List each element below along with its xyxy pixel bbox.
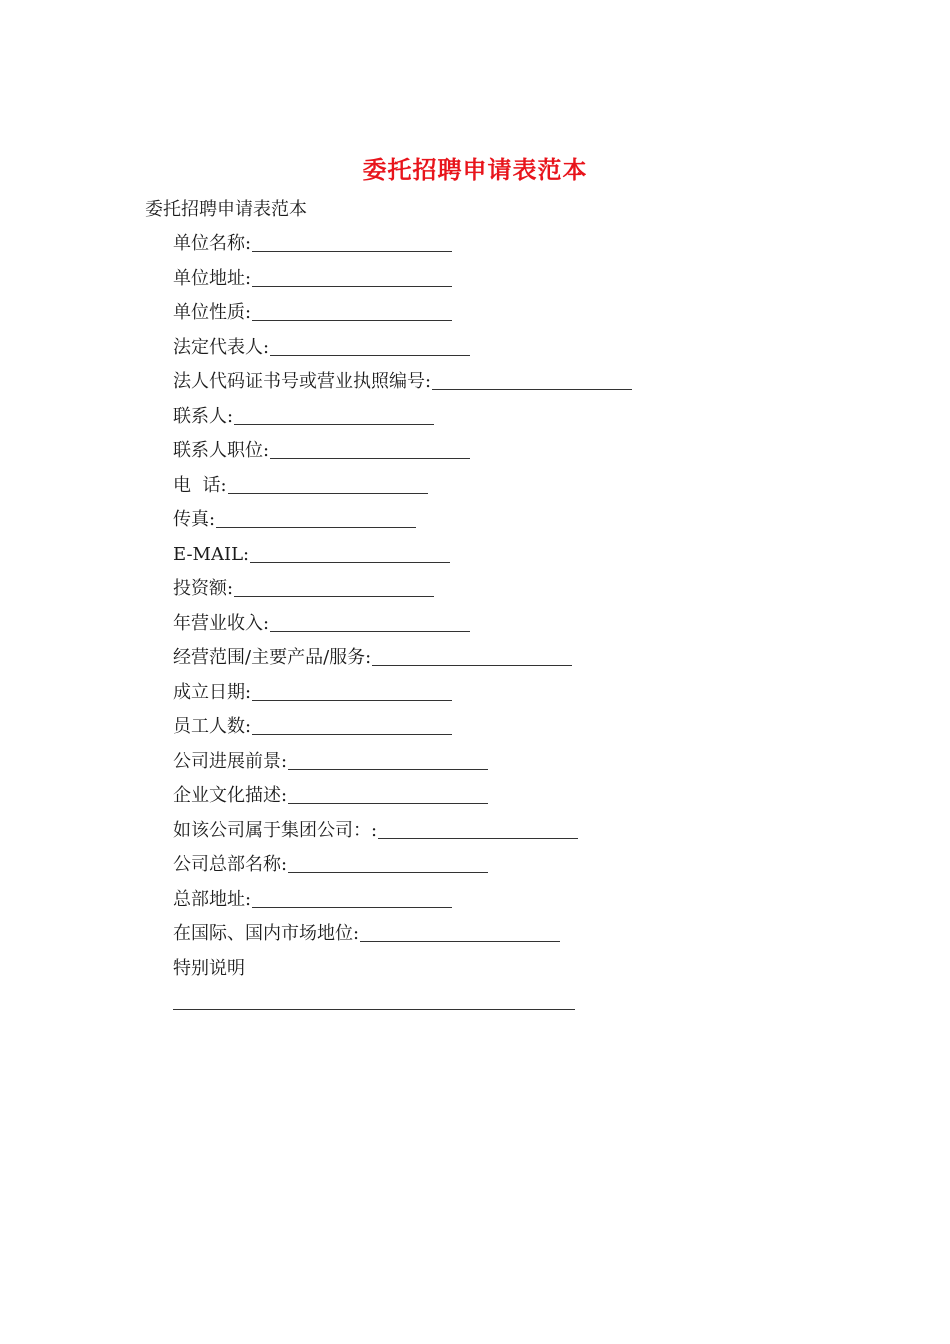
market-position-blank[interactable] xyxy=(360,922,560,942)
unit-nature-blank[interactable] xyxy=(252,301,452,321)
form-field-business-scope xyxy=(173,646,632,681)
form-field-headquarters-address xyxy=(173,888,632,923)
special-notes-label: 特别说明 xyxy=(173,957,245,979)
form-field-annual-revenue xyxy=(173,612,632,647)
form-field-legal-representative xyxy=(173,336,632,371)
form-field-unit-name xyxy=(173,232,632,267)
field-label: 公司总部名称: xyxy=(173,854,288,875)
field-label: 员工人数: xyxy=(173,716,252,737)
form-field-unit-nature xyxy=(173,301,632,336)
form-field-contact-person xyxy=(173,405,632,440)
field-label: 单位名称: xyxy=(173,233,252,254)
field-label: 联系人职位: xyxy=(173,440,270,461)
corporate-culture-blank[interactable] xyxy=(288,784,488,804)
document-title: 委托招聘申请表范本 xyxy=(362,155,588,184)
investment-blank[interactable] xyxy=(234,577,434,597)
founding-date-blank[interactable] xyxy=(252,681,452,701)
form-field-license-number xyxy=(173,370,632,405)
special-notes-field xyxy=(173,991,632,1010)
field-label: E-MAIL: xyxy=(173,543,250,565)
field-label: 如该公司属于集团公司：: xyxy=(173,819,378,841)
form-field-email xyxy=(173,543,632,578)
field-label: 公司进展前景: xyxy=(173,750,288,772)
field-label: 法定代表人: xyxy=(173,336,270,358)
field-label: 经营范围/主要产品/服务: xyxy=(173,647,372,668)
form-field-company-prospects xyxy=(173,750,632,785)
unit-name-blank[interactable] xyxy=(252,232,452,252)
form-field-corporate-culture xyxy=(173,784,632,819)
field-label: 单位地址: xyxy=(173,267,252,289)
field-label: 联系人: xyxy=(173,405,234,427)
field-label: 法人代码证书号或营业执照编号: xyxy=(173,371,432,392)
field-label: 投资额: xyxy=(173,578,234,599)
field-label: 电 话: xyxy=(173,474,227,496)
license-number-blank[interactable] xyxy=(432,370,632,390)
field-label: 企业文化描述: xyxy=(173,785,288,806)
headquarters-name-blank[interactable] xyxy=(288,853,488,873)
employee-count-blank[interactable] xyxy=(252,715,452,735)
business-scope-blank[interactable] xyxy=(372,646,572,666)
form-field-group-company xyxy=(173,819,632,854)
field-label: 传真: xyxy=(173,509,216,530)
contact-position-blank[interactable] xyxy=(270,439,470,459)
contact-person-blank[interactable] xyxy=(234,405,434,425)
legal-representative-blank[interactable] xyxy=(270,336,470,356)
form-field-unit-address xyxy=(173,267,632,302)
group-company-blank[interactable] xyxy=(378,819,578,839)
form-field-market-position xyxy=(173,922,632,957)
form-field-investment xyxy=(173,577,632,612)
annual-revenue-blank[interactable] xyxy=(270,612,470,632)
field-label: 单位性质: xyxy=(173,302,252,323)
phone-blank[interactable] xyxy=(228,474,428,494)
unit-address-blank[interactable] xyxy=(252,267,452,287)
headquarters-address-blank[interactable] xyxy=(252,888,452,908)
fax-blank[interactable] xyxy=(216,508,416,528)
form-field-list xyxy=(173,232,632,1010)
form-field-phone xyxy=(173,474,632,509)
form-field-employee-count xyxy=(173,715,632,750)
form-field-fax xyxy=(173,508,632,543)
document-subtitle: 委托招聘申请表范本 xyxy=(145,199,307,220)
form-field-contact-position xyxy=(173,439,632,474)
company-prospects-blank[interactable] xyxy=(288,750,488,770)
email-blank[interactable] xyxy=(250,543,450,563)
field-label: 在国际、国内市场地位: xyxy=(173,923,360,944)
field-label: 年营业收入: xyxy=(173,612,270,634)
field-label: 成立日期: xyxy=(173,681,252,703)
form-field-founding-date xyxy=(173,681,632,716)
special-notes-blank[interactable] xyxy=(173,991,575,1010)
form-field-headquarters-name xyxy=(173,853,632,888)
field-label: 总部地址: xyxy=(173,888,252,910)
